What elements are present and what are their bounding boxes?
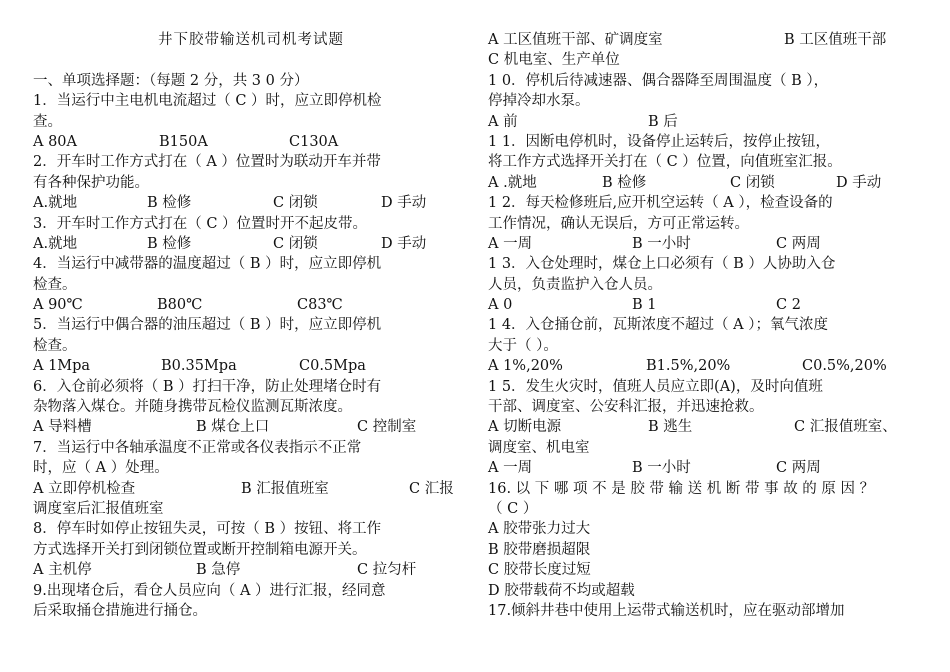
- question-text-line: 检查。: [33, 276, 77, 293]
- question-text-line: C 胶带长度过短: [488, 562, 591, 579]
- question-text-line: 检查。: [33, 337, 77, 354]
- answer-option: B 工区值班干部: [784, 32, 887, 48]
- answer-option: C 2: [776, 297, 801, 314]
- question-text-line: 2．开车时工作方式打在（ A ）位置时为联动开车并带: [33, 154, 381, 171]
- question-text-line: 1 1．因断电停机时，设备停止运转后，按停止按钮，: [488, 133, 831, 150]
- question-text-line: 工作情况，确认无误后，方可正常运转。: [488, 215, 749, 232]
- question-text-line: 有各种保护功能。: [33, 174, 149, 191]
- answer-option: B 汇报值班室: [241, 480, 329, 497]
- right-column: [488, 30, 920, 621]
- answer-option: A 主机停: [33, 562, 92, 579]
- question-text-line: 5．当运行中偶合器的油压超过（ B ）时，应立即停机: [33, 317, 382, 334]
- question-text-line: 8．停车时如停止按钮失灵，可按（ B ）按钮、将工作: [33, 521, 382, 538]
- answer-options: [33, 132, 469, 152]
- answer-option: A 前: [488, 113, 518, 130]
- question-text-line: 17.倾斜井巷中使用上运带式输送机时，应在驱动部增加: [488, 602, 845, 619]
- answer-option: D 手动: [381, 235, 427, 252]
- answer-options: [33, 417, 469, 437]
- question-text-line: 时，应（ A ）处理。: [33, 460, 169, 477]
- answer-option: A 导料槽: [33, 419, 92, 436]
- answer-option: A .就地: [488, 174, 537, 191]
- answer-options: [33, 193, 469, 213]
- answer-option: B 一小时: [632, 235, 691, 252]
- answer-option: B 一小时: [632, 460, 691, 477]
- answer-option: A 工区值班干部、矿调度室: [488, 32, 663, 48]
- answer-option: C0.5%,20%: [802, 358, 887, 375]
- question-text-line: 一、单项选择题：（每题 2 分，共 3 0 分）: [33, 72, 309, 89]
- answer-option: B 急停: [196, 562, 241, 579]
- answer-option: B1.5%,20%: [646, 358, 731, 375]
- answer-options: [488, 30, 920, 50]
- answer-option: B80℃: [157, 297, 203, 314]
- answer-option: C 闭锁: [273, 235, 318, 252]
- answer-option: B 后: [648, 113, 678, 130]
- question-text-line: D 胶带载荷不均或超载: [488, 582, 635, 599]
- answer-option: B0.35Mpa: [161, 358, 237, 375]
- question-text-line: 调度室后汇报值班室: [33, 500, 164, 517]
- answer-options: [488, 112, 920, 132]
- question-text-line: 1．当运行中主电机电流超过（ C ）时，应立即停机检: [33, 93, 382, 110]
- answer-option: C83℃: [297, 297, 343, 314]
- answer-option: C 两周: [776, 460, 821, 477]
- answer-option: D 手动: [836, 174, 882, 191]
- question-text-line: 杂物落入煤仓。并随身携带瓦检仪监测瓦斯浓度。: [33, 399, 352, 416]
- answer-options: [488, 356, 920, 376]
- question-text-line: 将工作方式选择开关打在（ C ）位置，向值班室汇报。: [488, 154, 842, 171]
- answer-option: B 检修: [602, 174, 647, 191]
- answer-option: C 闭锁: [273, 195, 318, 212]
- question-text-line: 16. 以 下 哪 项 不 是 胶 带 输 送 机 断 带 事 故 的 原 因 ？: [488, 480, 875, 497]
- question-text-line: B 胶带磨损超限: [488, 541, 591, 558]
- answer-option: D 手动: [381, 195, 427, 212]
- question-text-line: 大于（ ）。: [488, 337, 558, 354]
- question-text-line: 1 2．每天检修班后,应开机空运转（ A ），检查设备的: [488, 195, 833, 212]
- question-text-line: 9.出现堵仓后，看仓人员应向（ A ）进行汇报，经同意: [33, 582, 386, 599]
- answer-option: B 检修: [147, 195, 192, 212]
- answer-options: [488, 458, 920, 478]
- answer-option: C 控制室: [357, 419, 417, 436]
- question-text-line: 调度室、机电室: [488, 439, 590, 456]
- question-text-line: 查。: [33, 113, 62, 130]
- answer-options: [33, 479, 469, 499]
- answer-option: B 煤仓上口: [196, 419, 270, 436]
- question-text-line: 停掉冷却水泵。: [488, 93, 590, 110]
- answer-options: [488, 173, 920, 193]
- answer-option: C 拉匀杆: [357, 562, 417, 579]
- question-text-line: （ C ）: [488, 500, 538, 517]
- answer-option: A 90℃: [33, 297, 83, 314]
- answer-option: A 1%,20%: [488, 358, 563, 375]
- question-text-line: 1 5．发生火灾时，值班人员应立即(A)，及时向值班: [488, 378, 823, 395]
- question-text-line: A 胶带张力过大: [488, 521, 591, 538]
- question-text-line: 7．当运行中各轴承温度不正常或各仪表指示不正常: [33, 439, 362, 456]
- answer-option: A 80A: [33, 133, 78, 150]
- answer-option: A 1Mpa: [33, 358, 91, 375]
- question-text-line: 1 4．入仓捅仓前，瓦斯浓度不超过（ A ）；氧气浓度: [488, 317, 828, 334]
- answer-option: B150A: [159, 133, 208, 150]
- answer-options: [33, 234, 469, 254]
- answer-option: C 汇报: [409, 480, 454, 497]
- question-text-line: C 机电室、生产单位: [488, 52, 620, 69]
- answer-option: B 逃生: [648, 419, 693, 436]
- question-text-line: 干部、调度室、公安科汇报，并迅速抢救。: [488, 399, 764, 416]
- answer-options: [488, 234, 920, 254]
- answer-option: C 两周: [776, 235, 821, 252]
- answer-option: C 闭锁: [730, 174, 775, 191]
- exam-title: 井下胶带输送机司机考试题: [158, 32, 344, 48]
- answer-options: [33, 560, 469, 580]
- answer-option: A.就地: [33, 235, 78, 252]
- left-column: [33, 30, 469, 621]
- answer-option: B 检修: [147, 235, 192, 252]
- answer-option: B 1: [632, 297, 657, 314]
- answer-options: [33, 356, 469, 376]
- question-text-line: 后采取捅仓措施进行捅仓。: [33, 602, 207, 619]
- question-text-line: 方式选择开关打到闭锁位置或断开控制箱电源开关。: [33, 541, 367, 558]
- answer-option: C130A: [289, 133, 339, 150]
- answer-option: A.就地: [33, 195, 78, 212]
- answer-option: A 立即停机检查: [33, 480, 136, 497]
- question-text-line: 6．入仓前必须将（ B ）打扫干净，防止处理堵仓时有: [33, 378, 382, 395]
- question-text-line: 3．开车时工作方式打在（ C ）位置时开不起皮带。: [33, 215, 368, 232]
- question-text-line: 1 0．停机后待减速器、偶合器降至周围温度（ B ），: [488, 72, 829, 89]
- answer-option: A 0: [488, 297, 513, 314]
- blank-line: [33, 50, 469, 70]
- answer-options: [488, 417, 920, 437]
- answer-option: A 一周: [488, 235, 533, 252]
- question-text-line: 1 3．入仓处理时，煤仓上口必须有（ B ）人协助入仓: [488, 256, 836, 273]
- answer-option: C 汇报值班室、: [794, 419, 897, 436]
- answer-option: C0.5Mpa: [299, 358, 366, 375]
- answer-options: [488, 295, 920, 315]
- question-text-line: 人员，负责监护入仓人员。: [488, 276, 662, 293]
- answer-option: A 切断电源: [488, 419, 562, 436]
- question-text-line: 4．当运行中减带器的温度超过（ B ）时，应立即停机: [33, 256, 382, 273]
- answer-option: A 一周: [488, 460, 533, 477]
- answer-options: [33, 295, 469, 315]
